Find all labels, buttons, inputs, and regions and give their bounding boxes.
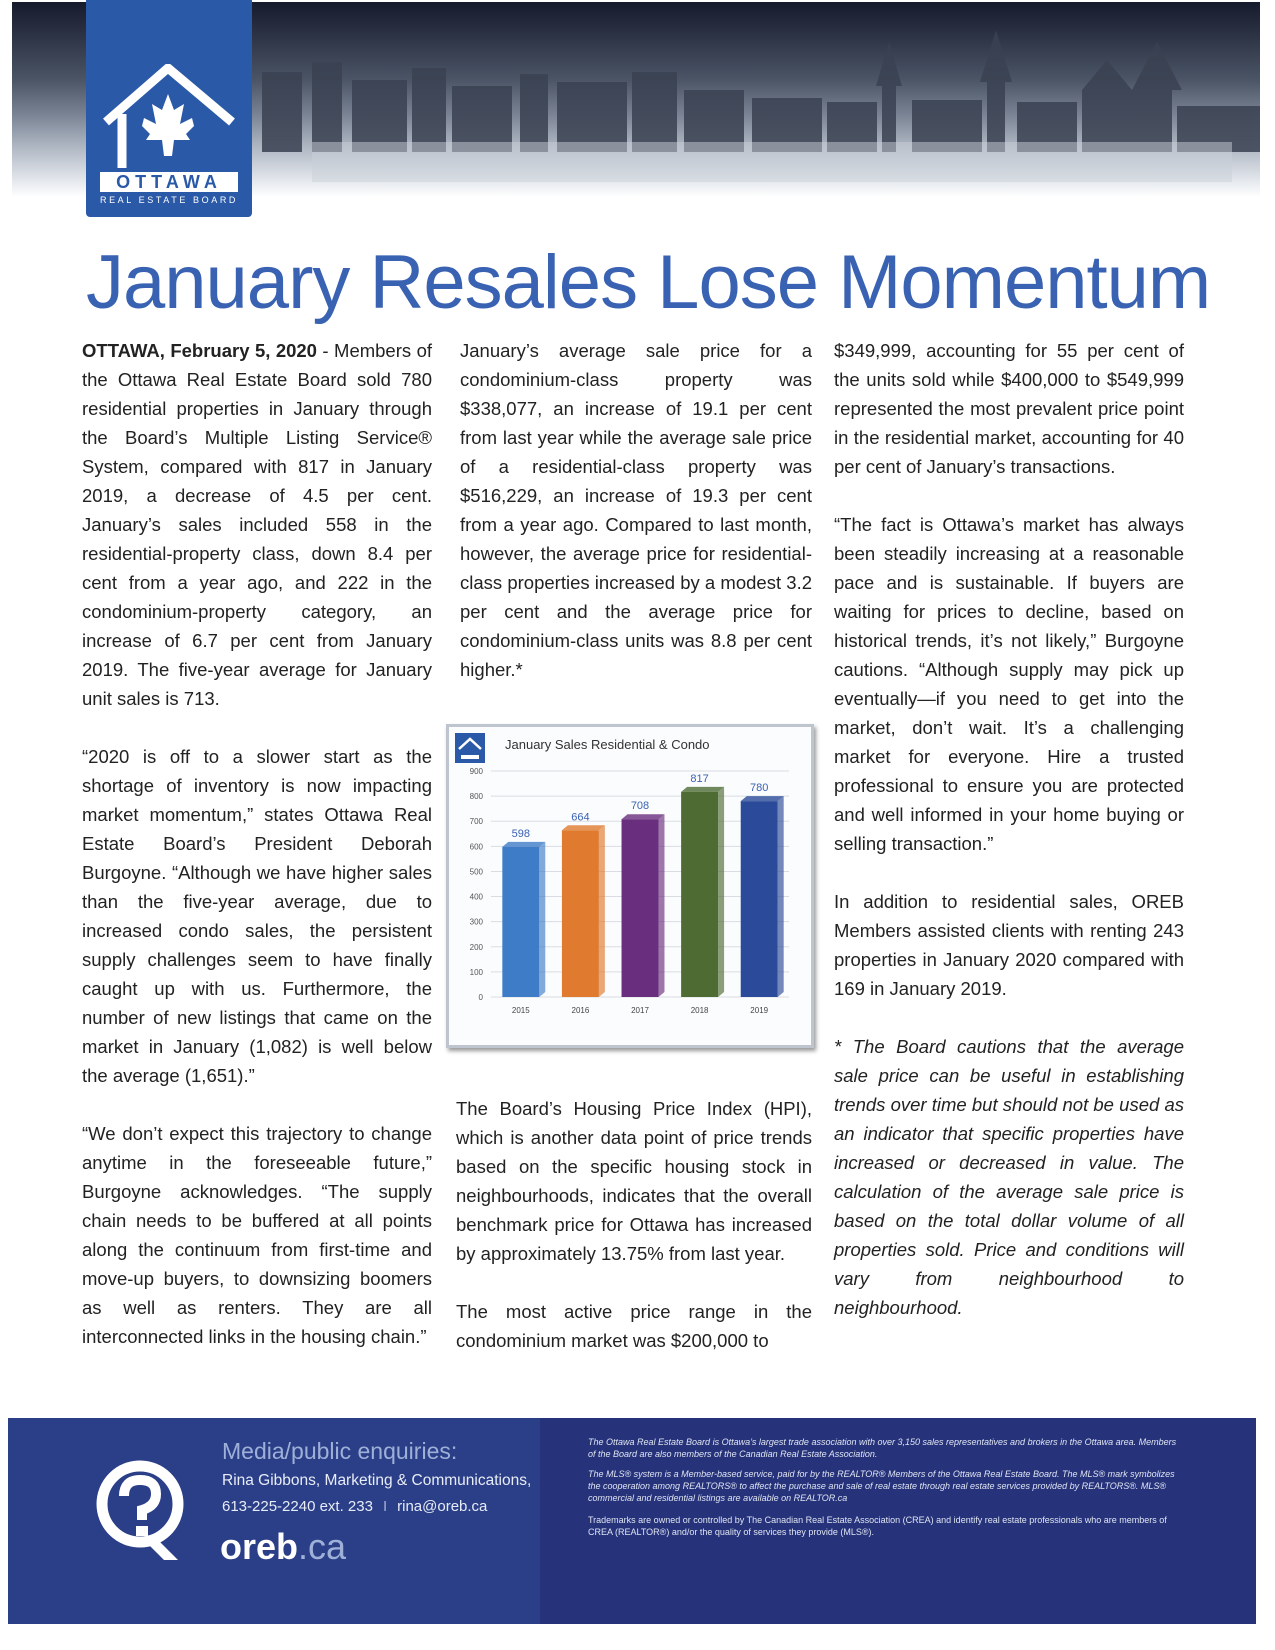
x-tick-label: 2019: [750, 1006, 769, 1015]
y-tick-label: 700: [469, 817, 483, 827]
bar-chart: [449, 727, 811, 1045]
article-column-3: [834, 336, 1184, 1351]
y-tick-label: 500: [469, 867, 483, 877]
data-label: 780: [750, 782, 769, 795]
website-link[interactable]: [220, 1526, 346, 1568]
y-tick-label: 300: [469, 917, 483, 927]
bar-side: [718, 787, 724, 997]
paragraph: “2020 is off to a slower start as the shortage of inventory is now impacting market momentum,” states Ottawa Real Estate Board’s President Deborah Burgoyne. “Although we have higher sales than the five-year average, due to increased condo sales, the persistent supply challenges seem to have finally caught up with us. Furthermore, the number of new listings that came on the market in January (1,082) is well below the average (1,651).”: [82, 746, 432, 1086]
contact-email[interactable]: rina@oreb.ca: [397, 1498, 488, 1515]
legal-text: The MLS® system is a Member-based service, paid for by the REALTOR® Members of the Ottawa Real Estate Board. The MLS® mark symbolizes the cooperation among REALTORS® to affect the purchase and sale of real estate through real estate services provided by REALTORS®. MLS® commercial and residential listings are available on REALTOR.ca: [588, 1469, 1175, 1503]
url-main: oreb: [220, 1526, 299, 1567]
url-tld: .ca: [298, 1526, 347, 1567]
footnote: * The Board cautions that the average sale price can be useful in establishing trends over time but should not be used as an indicator that specific properties have increased or decreased in value. The calculation of the average sale price is based on the total dollar volume of all properties sold. Price and conditions will vary from neighbourhood to neighbourhood.: [834, 1036, 1184, 1318]
article-column-2: [460, 336, 812, 713]
bar-top: [681, 787, 724, 792]
paragraph: [82, 336, 432, 713]
bar-side: [599, 825, 605, 997]
separator: I: [382, 1498, 388, 1515]
paragraph: January’s average sale price for a condominium-class property was $338,077, an increase of 19.1 per cent from last year while the average sale price of a residential-class property was $516,229, an increase of 19.3 per cent from a year ago. Compared to last month, however, the average price for residential-class properties increased by a modest 3.2 per cent and the average price for condominium-class units was 8.8 per cent higher.*: [460, 340, 812, 680]
contact-details: [222, 1498, 487, 1515]
bar-side: [539, 842, 545, 997]
y-tick-label: 100: [469, 967, 483, 977]
paragraph: “The fact is Ottawa’s market has always been steadily increasing at a reasonable pace and is sustainable. If buyers are waiting for prices to decline, based on historical trends, it’s not likely,” Burgoyne cautions. “Although supply may pick up eventually—if you need to get into the market, don’t wait. It’s a challenging market for everyone. Hire a trusted professional to ensure you are protected and well informed in your home buying or selling transaction.”: [834, 514, 1184, 854]
legal-text: Trademarks are owned or controlled by The Canadian Real Estate Association (CREA) and identify real estate professionals who are members of CREA (REALTOR®) and/or the quality of services they provide (MLS®).: [588, 1515, 1167, 1537]
legal-panel: [540, 1418, 1256, 1624]
logo-wordmark: OTTAWA: [100, 172, 238, 192]
bar-side: [658, 814, 664, 997]
chart-logo-icon: [455, 733, 485, 763]
media-enquiries-title: Media/public enquiries:: [222, 1438, 458, 1464]
bar-2017: [622, 819, 659, 997]
x-tick-label: 2017: [631, 1006, 649, 1015]
paragraph: $349,999, accounting for 55 per cent of the units sold while $400,000 to $549,999 represented the most prevalent price point in the residential market, accounting for 40 per cent of January’s transactions.: [834, 340, 1184, 477]
article-column-2-continued: [456, 1094, 812, 1384]
page-title: January Resales Lose Momentum: [86, 240, 1211, 325]
chart-title: January Sales Residential & Condo: [505, 737, 710, 752]
bar-top: [502, 842, 545, 847]
data-label: 817: [690, 772, 709, 785]
oreb-circle-logo-icon: [92, 1456, 192, 1566]
y-tick-label: 0: [478, 993, 483, 1002]
bar-side: [778, 796, 784, 997]
contact-name: Rina Gibbons, Marketing & Communications,: [222, 1472, 532, 1489]
y-tick-label: 600: [469, 842, 483, 852]
bar-2015: [502, 847, 539, 997]
bar-2016: [562, 830, 599, 997]
oreb-logo: [86, 0, 252, 217]
article-column-1: [82, 336, 432, 1380]
x-tick-label: 2016: [571, 1006, 590, 1015]
bar-top: [622, 814, 665, 819]
paragraph: “We don’t expect this trajectory to change anytime in the foreseeable future,” Burgoyne acknowledges. “The supply chain needs to be buffered at all points along the continuum from first-time and move-up buyers, to downsizing boomers as well as renters. They are all interconnected links in the housing chain.”: [82, 1123, 432, 1347]
bar-2019: [741, 801, 778, 997]
contact-phone: 613-225-2240 ext. 233: [222, 1498, 373, 1515]
footer: [8, 1418, 1256, 1624]
y-tick-label: 400: [469, 892, 483, 902]
house-maple-leaf-icon: [98, 64, 240, 174]
data-label: 598: [511, 827, 530, 840]
sales-chart: [446, 724, 814, 1048]
paragraph: In addition to residential sales, OREB Members assisted clients with renting 243 properties in January 2020 compared with 169 in January 2019.: [834, 891, 1184, 999]
bar-top: [741, 796, 784, 801]
paragraph: The most active price range in the condominium market was $200,000 to: [456, 1301, 812, 1351]
bar-2018: [681, 792, 718, 997]
logo-subtitle: REAL ESTATE BOARD: [99, 195, 239, 205]
bar-top: [562, 825, 605, 830]
y-tick-label: 200: [469, 942, 483, 952]
dateline: OTTAWA, February 5, 2020: [82, 340, 317, 361]
legal-text: The Ottawa Real Estate Board is Ottawa’s largest trade association with over 3,150 sales representatives and brokers in the Ottawa area. Members of the Board are also members of the Canadian Real Estate Association.: [588, 1437, 1177, 1459]
data-label: 664: [571, 811, 590, 824]
y-tick-label: 800: [469, 792, 483, 802]
paragraph: The Board’s Housing Price Index (HPI), which is another data point of price trends based on the specific housing stock in neighbourhoods, indicates that the overall benchmark price for Ottawa has increased by approximately 13.75% from last year.: [456, 1098, 812, 1264]
x-tick-label: 2018: [690, 1006, 709, 1015]
data-label: 708: [630, 800, 650, 813]
paragraph-text: - Members of the Ottawa Real Estate Board sold 780 residential properties in January through the Board’s Multiple Listing Service® System, compared with 817 in January 2019, a decrease of 4.5 per cent. January’s sales included 558 in the residential-property class, down 8.4 per cent from a year ago, and 222 in the condominium-property category, an increase of 6.7 per cent from January 2019. The five-year average for January unit sales is 713.: [82, 340, 432, 709]
y-tick-label: 900: [469, 767, 483, 776]
x-tick-label: 2015: [511, 1006, 530, 1015]
